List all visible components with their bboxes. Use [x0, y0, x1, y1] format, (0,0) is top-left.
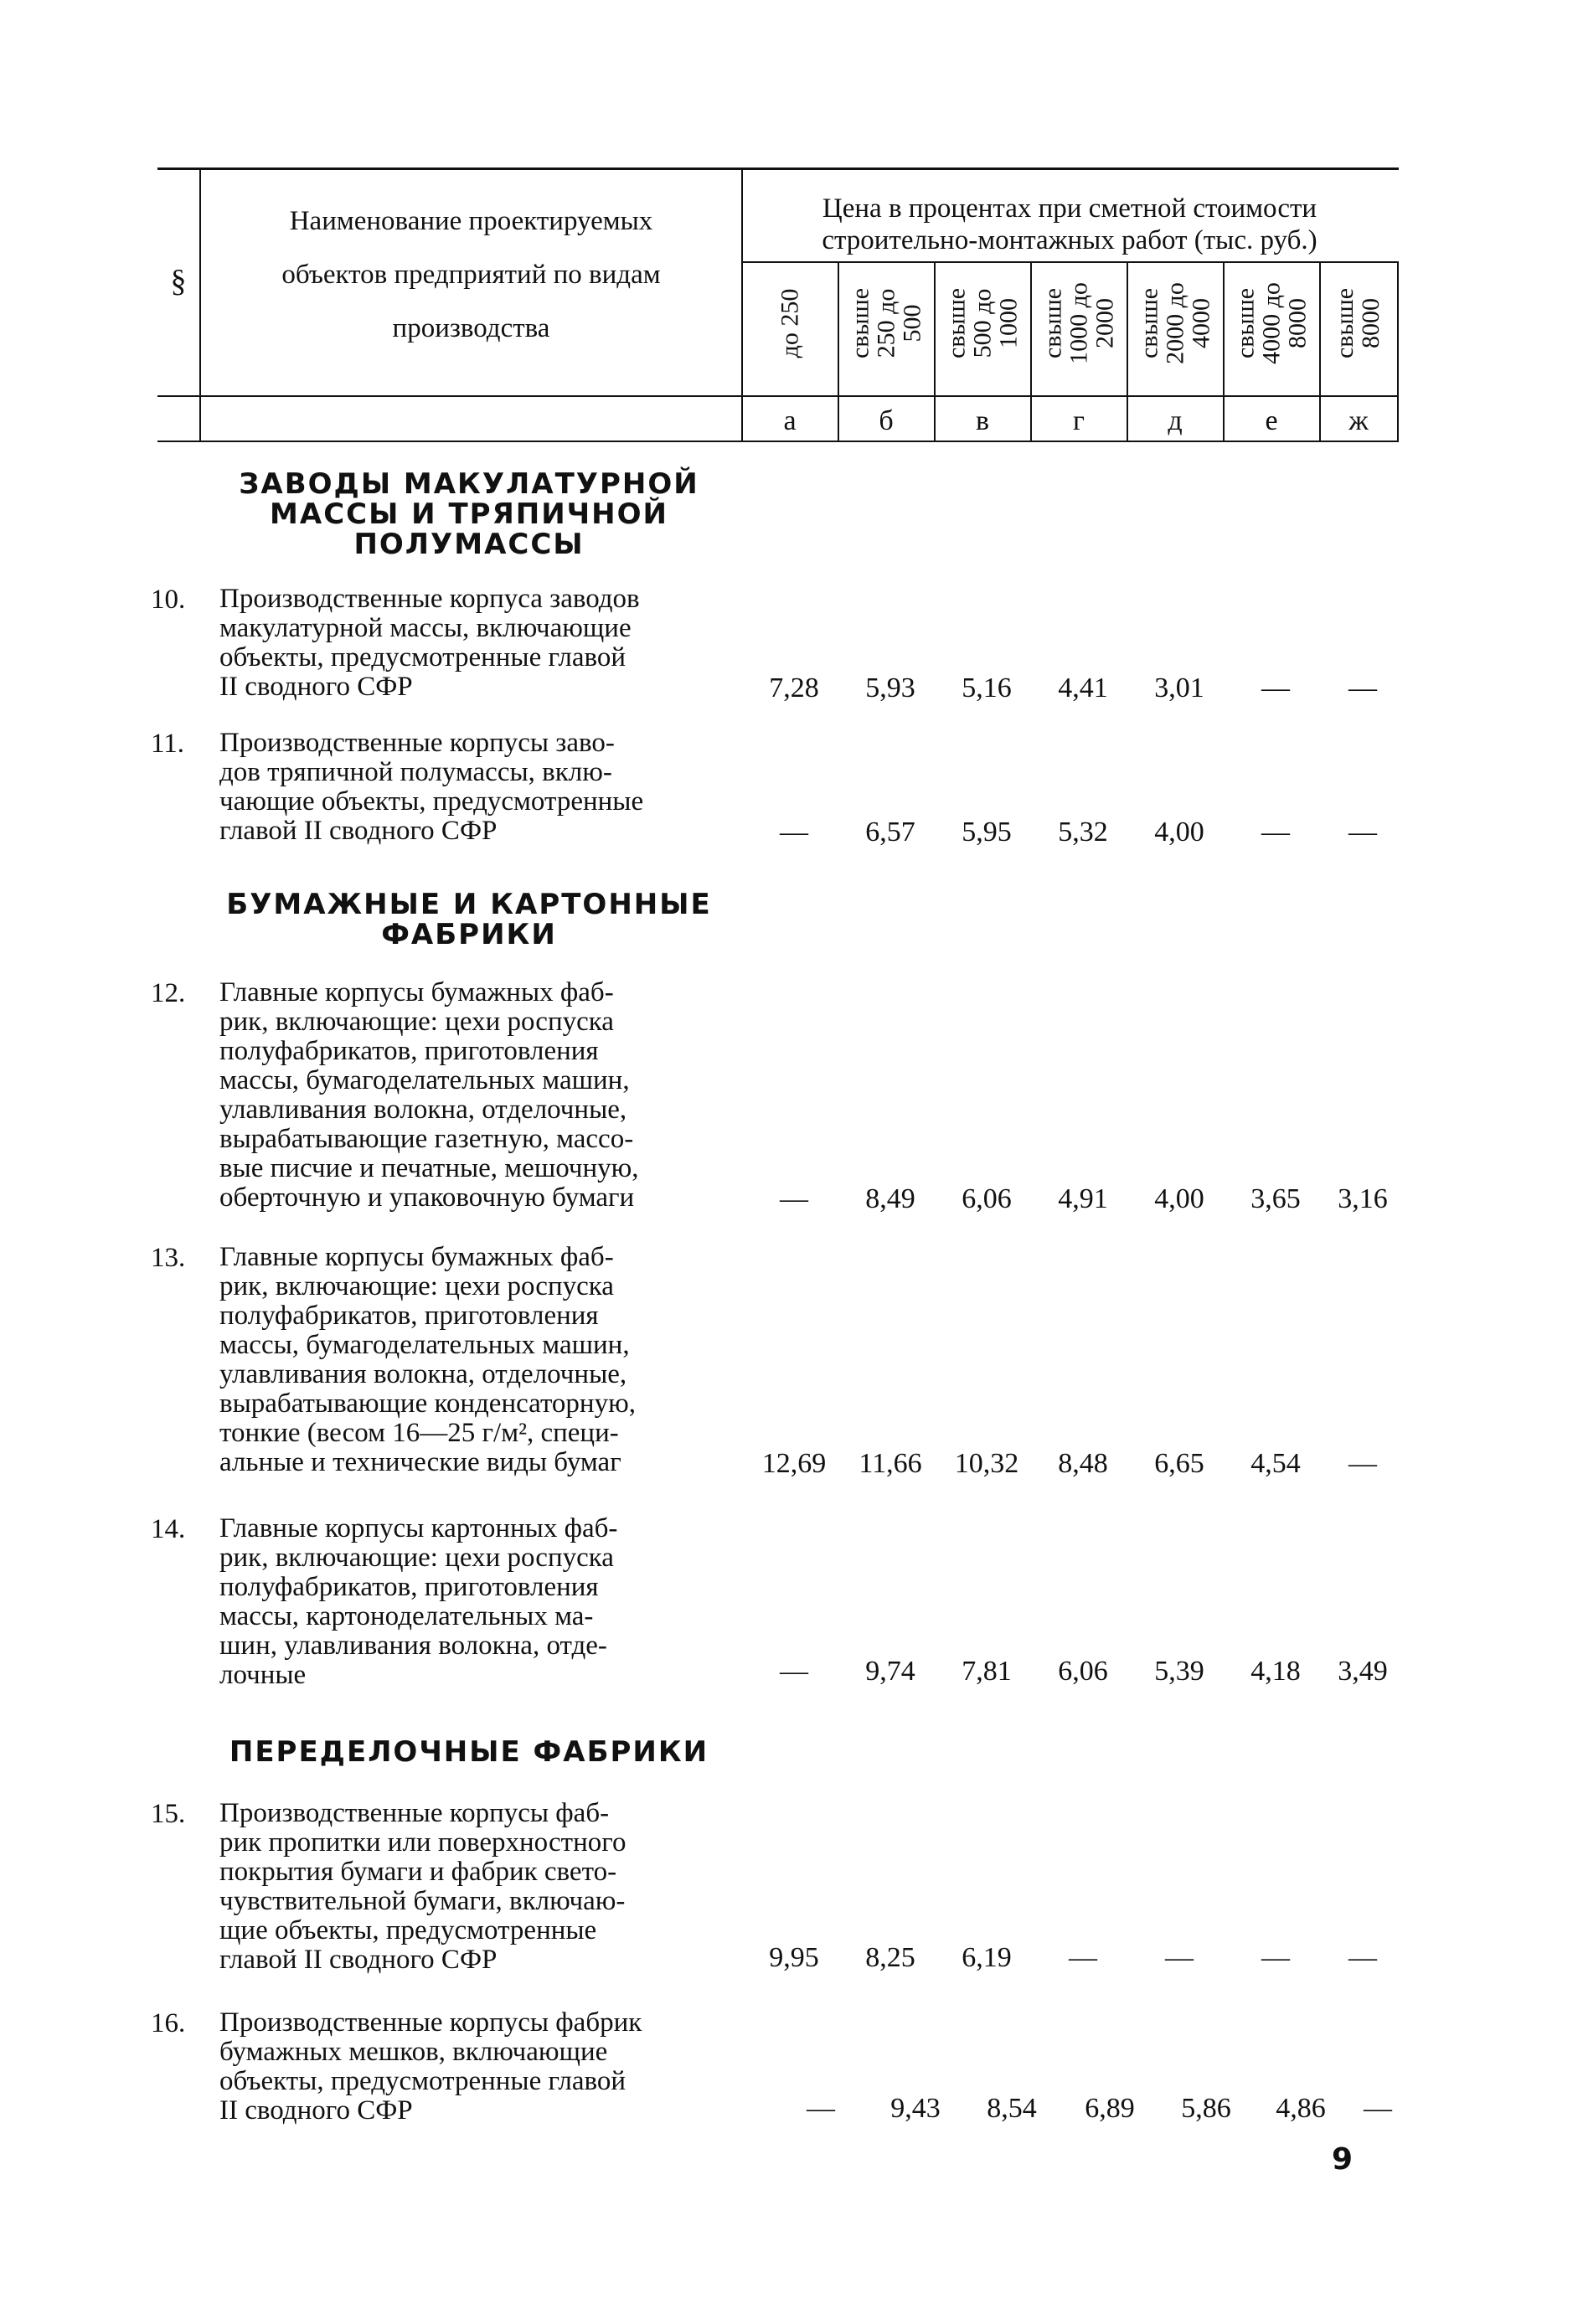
table-cell: 6,06: [1058, 1656, 1108, 1687]
column-divider-g: [1030, 261, 1032, 442]
row-description-line: полуфабрикатов, приготовления: [219, 1036, 599, 1066]
row-description-line: массы, бумагоделательных машин,: [219, 1065, 630, 1095]
row-description-line: Главные корпусы бумажных фаб-: [219, 1242, 614, 1272]
section-heading: [201, 889, 737, 950]
column-letter-zh: ж: [1348, 405, 1369, 436]
row-description: [219, 1514, 722, 1690]
row-description-line: тонкие (весом 16—25 г/м², специ-: [219, 1418, 619, 1448]
row-description-line: Главные корпусы бумажных фаб-: [219, 977, 614, 1007]
row-description-line: рик пропитки или поверхностного: [219, 1827, 626, 1858]
table-cell: 8,49: [865, 1183, 915, 1214]
table-cell: 4,41: [1058, 672, 1108, 703]
row-description-line: II сводного СФР: [219, 2095, 413, 2126]
table-cell: 3,65: [1250, 1183, 1301, 1214]
table-cell: 8,25: [865, 1942, 915, 1973]
column-letter-v: в: [975, 405, 990, 436]
column-header-e: [1231, 265, 1312, 382]
table-cell: 3,01: [1154, 672, 1204, 703]
row-description-line: альные и технические виды бумаг: [219, 1447, 621, 1477]
section-heading-line: ФАБРИКИ: [381, 918, 557, 951]
table-cell: 5,16: [962, 672, 1012, 703]
column-header-line: 8000: [1283, 298, 1312, 349]
column-header-d: [1135, 265, 1215, 382]
section-heading-line: МАССЫ И ТРЯПИЧНОЙ: [270, 497, 668, 531]
row-description-line: макулатурной массы, включающие: [219, 613, 632, 643]
table-top-rule: [157, 167, 1399, 170]
column-header-a: [755, 265, 824, 382]
table-cell: —: [1348, 817, 1377, 848]
price-header-line: строительно-монтажных работ (тыс. руб.): [822, 225, 1317, 255]
column-header-line: до 250: [776, 288, 804, 358]
row-description: [219, 978, 722, 1213]
name-header-line: производства: [392, 313, 550, 343]
column-header-line: свыше: [942, 287, 971, 359]
row-description: [219, 1243, 722, 1477]
column-letter-e: е: [1265, 405, 1278, 436]
column-header-line: свыше: [1231, 287, 1260, 359]
column-header-b: [846, 265, 926, 382]
row-description-line: массы, картоноделательных ма-: [219, 1601, 594, 1631]
table-cell: 12,69: [761, 1448, 827, 1479]
table-cell: —: [1069, 1942, 1097, 1973]
table-cell: 5,32: [1058, 817, 1108, 848]
row-number: 13.: [151, 1243, 186, 1273]
row-description-line: объекты, предусмотренные главой: [219, 642, 626, 672]
table-cell: 10,32: [954, 1448, 1019, 1479]
table-cell: 9,74: [865, 1656, 915, 1687]
row-description-line: улавливания волокна, отделочные,: [219, 1359, 627, 1389]
column-header-line: 500 до: [968, 288, 997, 358]
price-column-header: [743, 193, 1396, 256]
table-cell: 5,86: [1181, 2093, 1231, 2124]
name-header-line: объектов предприятий по видам: [281, 260, 661, 290]
row-description-line: Производственные корпусы фабрик: [219, 2007, 642, 2038]
column-header-line: свыше: [846, 287, 874, 359]
table-cell: 8,54: [987, 2093, 1037, 2124]
table-cell: —: [1364, 2093, 1392, 2124]
column-letter-d: д: [1168, 405, 1183, 436]
table-cell: 4,00: [1154, 1183, 1204, 1214]
row-description-line: Главные корпусы картонных фаб-: [219, 1513, 618, 1543]
letters-bottom-rule: [157, 441, 1399, 442]
row-description-line: вырабатывающие конденсаторную,: [219, 1389, 636, 1419]
table-cell: 4,54: [1250, 1448, 1301, 1479]
row-description-line: II сводного СФР: [219, 672, 413, 702]
row-description-line: покрытия бумаги и фабрик свето-: [219, 1857, 617, 1887]
row-number: 16.: [151, 2008, 186, 2038]
row-description-line: рик, включающие: цехи роспуска: [219, 1543, 614, 1573]
row-description-line: рик, включающие: цехи роспуска: [219, 1271, 614, 1301]
table-cell: —: [780, 817, 808, 848]
table-cell: 7,81: [962, 1656, 1012, 1687]
table-cell: —: [1348, 1942, 1377, 1973]
column-header-line: свыше: [1135, 287, 1163, 359]
row-description-line: вырабатывающие газетную, массо-: [219, 1124, 634, 1154]
table-cell: —: [807, 2093, 835, 2124]
table-cell: 4,86: [1276, 2093, 1326, 2124]
row-description: [219, 729, 722, 846]
column-header-line: 2000: [1091, 298, 1119, 349]
table-cell: 5,39: [1154, 1656, 1204, 1687]
table-cell: 4,18: [1250, 1656, 1301, 1687]
column-header-rule: [741, 261, 1399, 263]
row-number: 11.: [151, 729, 185, 759]
section-heading-line: ПЕРЕДЕЛОЧНЫЕ ФАБРИКИ: [229, 1735, 709, 1769]
table-cell: 6,19: [962, 1942, 1012, 1973]
row-description-line: Производственные корпуса заводов: [219, 584, 640, 614]
column-divider-d: [1127, 261, 1128, 442]
column-header-line: 4000: [1187, 298, 1215, 349]
row-number: 12.: [151, 978, 186, 1008]
row-number: 15.: [151, 1799, 186, 1829]
table-cell: —: [1261, 817, 1290, 848]
row-description: [219, 2008, 722, 2126]
table-cell: 11,66: [859, 1448, 922, 1479]
section-heading-line: ПОЛУМАССЫ: [353, 528, 585, 561]
row-description-line: вые писчие и печатные, мешочную,: [219, 1153, 639, 1183]
row-description: [219, 1799, 722, 1975]
column-header-line: 1000 до: [1065, 282, 1093, 364]
column-letter-a: а: [783, 405, 797, 436]
price-header-line: Цена в процентах при сметной стоимости: [822, 193, 1317, 224]
table-cell: 6,65: [1154, 1448, 1204, 1479]
table-cell: 9,43: [890, 2093, 941, 2124]
column-header-zh: [1323, 265, 1392, 382]
column-header-line: 250 до: [872, 288, 900, 358]
row-description-line: чающие объекты, предусмотренные: [219, 786, 644, 817]
page-number: 9: [1332, 2142, 1354, 2177]
table-cell: —: [1348, 1448, 1377, 1479]
table-cell: 4,00: [1154, 817, 1204, 848]
table-cell: 7,28: [769, 672, 819, 703]
table-cell: —: [1165, 1942, 1194, 1973]
column-header-line: 500: [898, 304, 926, 343]
table-cell: 6,89: [1085, 2093, 1135, 2124]
table-cell: 5,95: [962, 817, 1012, 848]
column-letter-b: б: [879, 405, 894, 436]
column-header-line: 4000 до: [1257, 282, 1286, 364]
table-cell: —: [780, 1183, 808, 1214]
column-header-line: 8000: [1357, 298, 1384, 348]
table-cell: 5,93: [865, 672, 915, 703]
table-cell: 9,95: [769, 1942, 819, 1973]
section-symbol-header: §: [170, 264, 187, 299]
column-divider-v: [934, 261, 936, 442]
table-cell: 6,06: [962, 1183, 1012, 1214]
column-header-line: 1000: [994, 298, 1023, 348]
section-heading: [201, 469, 737, 559]
row-description-line: лочные: [219, 1660, 307, 1690]
row-description-line: шин, улавливания волокна, отде-: [219, 1631, 607, 1661]
row-description-line: оберточную и упаковочную бумаги: [219, 1183, 635, 1213]
table-cell: —: [1261, 672, 1290, 703]
section-heading-line: БУМАЖНЫЕ И КАРТОННЫЕ: [226, 888, 712, 921]
table-cell: 4,91: [1058, 1183, 1108, 1214]
column-header-line: свыше: [1331, 287, 1359, 359]
row-description: [219, 585, 722, 702]
row-description-line: чувствительной бумаги, включаю-: [219, 1886, 626, 1916]
table-cell: 6,57: [865, 817, 915, 848]
column-header-v: [942, 265, 1023, 382]
column-letter-g: г: [1073, 405, 1085, 436]
header-bottom-rule: [157, 395, 1399, 397]
table-cell: 8,48: [1058, 1448, 1108, 1479]
row-description-line: полуфабрикатов, приготовления: [219, 1572, 599, 1602]
row-description-line: главой II сводного СФР: [219, 1945, 498, 1975]
table-cell: —: [1261, 1942, 1290, 1973]
column-header-g: [1039, 265, 1119, 382]
row-description-line: улавливания волокна, отделочные,: [219, 1095, 627, 1125]
row-description-line: массы, бумагоделательных машин,: [219, 1330, 630, 1360]
section-heading: [201, 1737, 737, 1767]
name-column-header: [201, 194, 741, 355]
column-divider-e: [1223, 261, 1225, 442]
name-header-line: Наименование проектируемых: [289, 206, 653, 236]
row-description-line: щие объекты, предусмотренные: [219, 1915, 597, 1945]
section-heading-line: ЗАВОДЫ МАКУЛАТУРНОЙ: [239, 467, 699, 501]
table-cell: 3,16: [1338, 1183, 1388, 1214]
row-description-line: объекты, предусмотренные главой: [219, 2066, 626, 2096]
table-cell: —: [780, 1656, 808, 1687]
table-cell: —: [1348, 672, 1377, 703]
table-cell: 3,49: [1338, 1656, 1388, 1687]
row-number: 10.: [151, 585, 186, 615]
column-header-line: свыше: [1039, 287, 1067, 359]
row-number: 14.: [151, 1514, 186, 1544]
column-divider-b: [838, 261, 839, 442]
column-header-line: 2000 до: [1161, 282, 1189, 364]
row-description-line: полуфабрикатов, приготовления: [219, 1301, 599, 1331]
row-description-line: рик, включающие: цехи роспуска: [219, 1007, 614, 1037]
row-description-line: Производственные корпусы заво-: [219, 728, 615, 758]
row-description-line: дов тряпичной полумассы, вклю-: [219, 757, 612, 787]
row-description-line: бумажных мешков, включающие: [219, 2037, 608, 2067]
row-description-line: главой II сводного СФР: [219, 816, 498, 846]
row-description-line: Производственные корпусы фаб-: [219, 1798, 610, 1828]
